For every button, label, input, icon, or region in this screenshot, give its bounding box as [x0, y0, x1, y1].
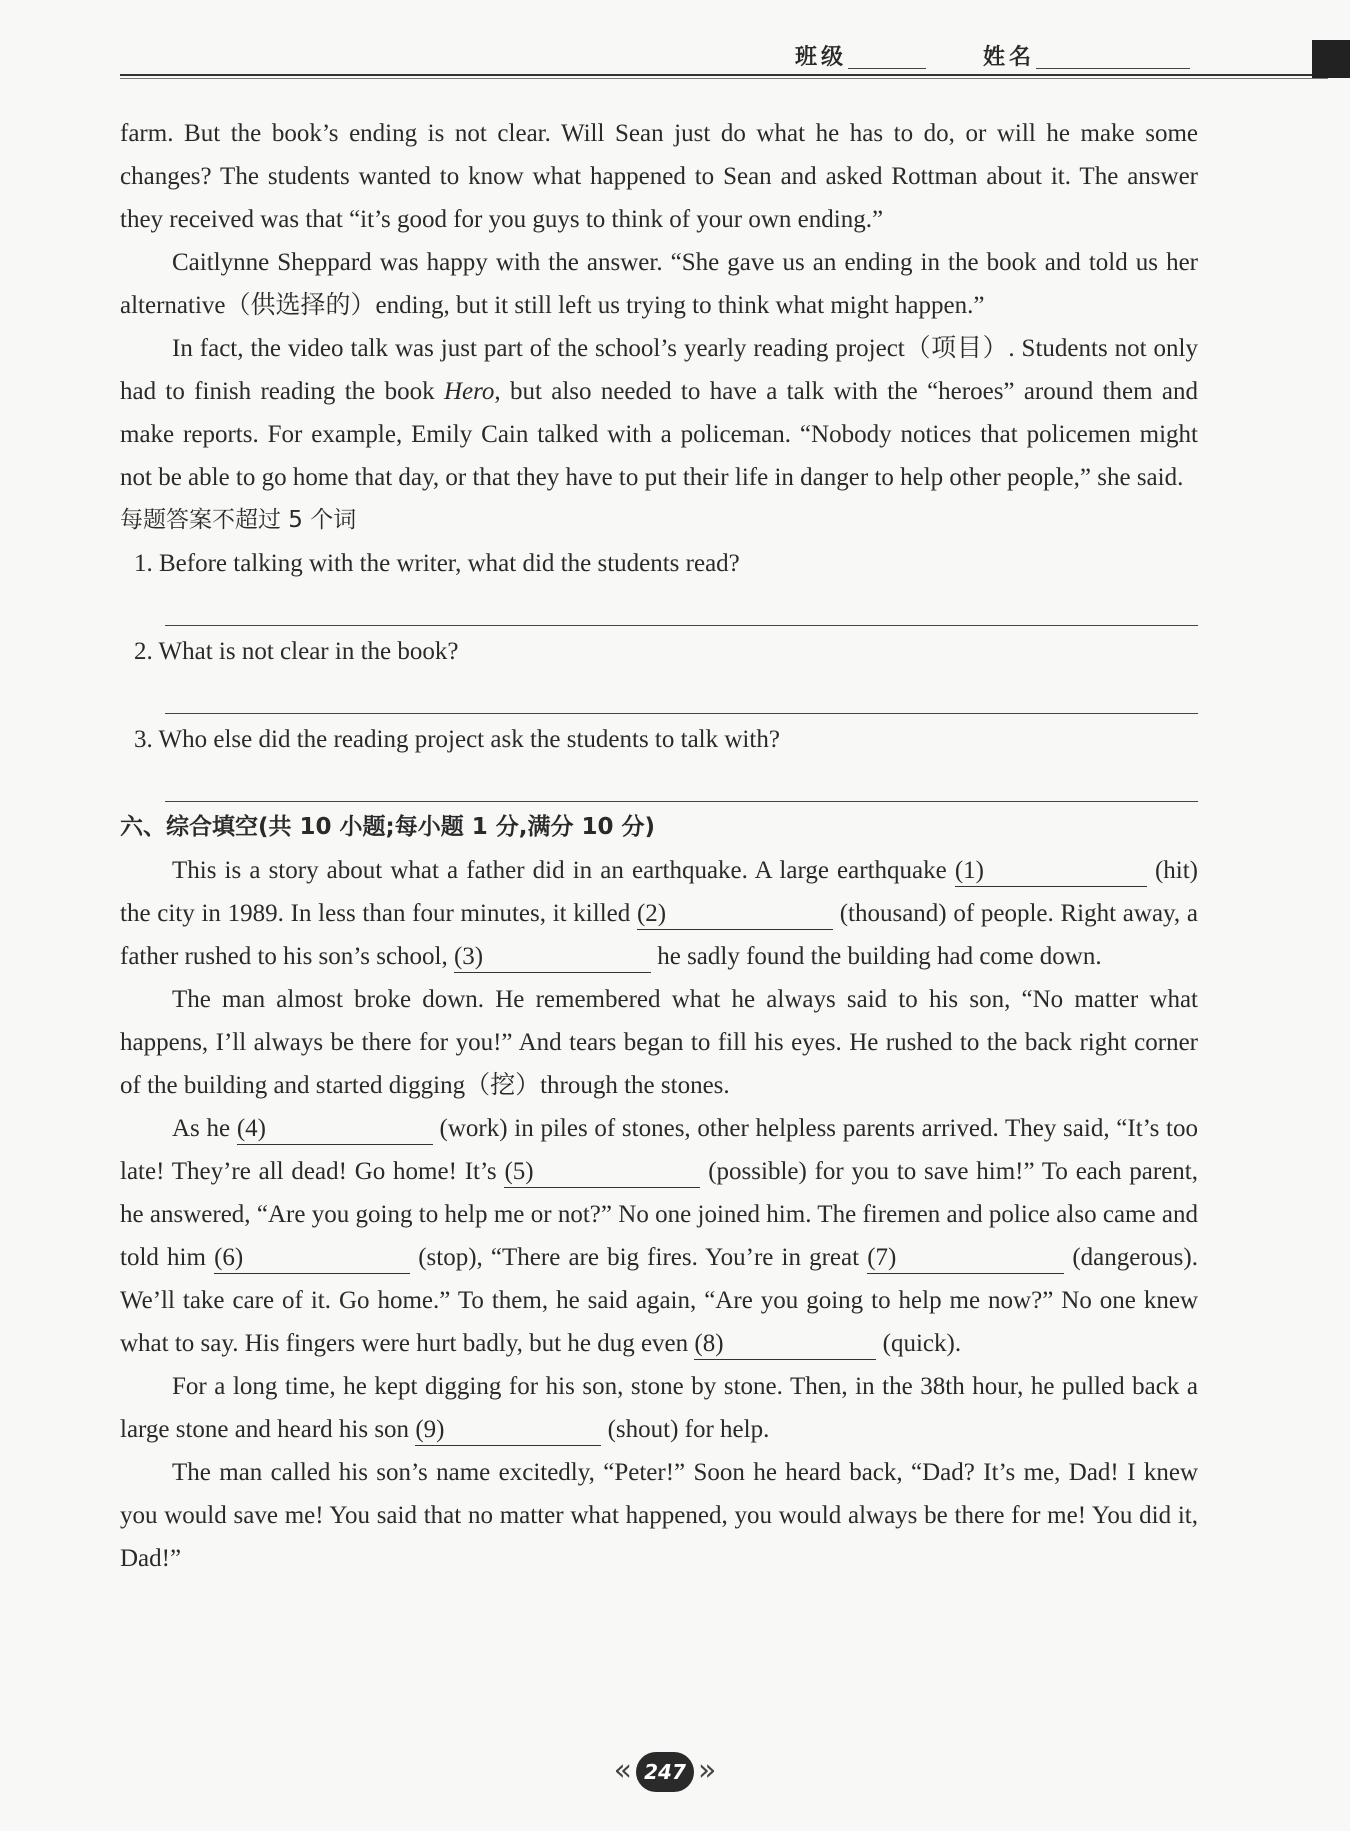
- section-title: 六、综合填空(共 10 小题;每小题 1 分,满分 10 分): [120, 814, 656, 840]
- answer-line-1[interactable]: [165, 603, 1198, 626]
- cloze-paragraph: [120, 849, 1198, 978]
- question-3: 3. Who else did the reading project ask the students to talk with?: [134, 726, 780, 753]
- cloze-paragraph: The man almost broke down. He remembered what he always said to his son, “No matter what happens, I’ll always be there for you!” And tears began to fill his eyes. He rushed to the back right corner of the building and started digging（挖）through the stones.: [120, 986, 1198, 1099]
- class-field-line[interactable]: [848, 68, 926, 69]
- question-1: 1. Before talking with the writer, what did the students read?: [134, 550, 740, 577]
- page-number-badge: 247: [636, 1752, 694, 1792]
- chevron-right-icon: »: [698, 1753, 717, 1788]
- header-rule: [120, 74, 1328, 76]
- cloze-text: (thousand) of people. Right away, a father rushed to his son’s school,: [120, 900, 1198, 970]
- blank-9[interactable]: (9): [415, 1415, 601, 1446]
- main-content: [120, 112, 1198, 1580]
- cloze-text: For a long time, he kept digging for his son, stone by stone. Then, in the 38th hour, he pulled back a large stone and heard his son: [120, 1373, 1198, 1443]
- cloze-text: (dangerous). We’ll take care of it. Go home.” To them, he said again, “Are you going to help me now?” No one knew what to say. His fingers were hurt badly, but he dug even: [120, 1244, 1198, 1357]
- header-corner-block: [1312, 40, 1350, 78]
- cloze-text: (hit) the city in 1989. In less than four minutes, it killed: [120, 857, 1198, 927]
- question-2: 2. What is not clear in the book?: [134, 638, 459, 665]
- header-rule-thin: [120, 78, 1328, 79]
- cloze-text: (stop), “There are big fires. You’re in great: [410, 1244, 868, 1271]
- cloze-text: This is a story about what a father did in an earthquake. A large earthquake: [172, 857, 955, 884]
- passage-text: , but also needed to have a talk with the “heroes” around them and make reports. For example, Emily Cain talked with a policeman. “Nobody notices that policemen might not be able to go home that day, or that they have to put their life in danger to help other people,” she said.: [120, 378, 1198, 491]
- blank-7[interactable]: (7): [867, 1243, 1064, 1274]
- book-title: Hero: [443, 378, 495, 405]
- class-label: 班级: [795, 45, 848, 70]
- answer-instruction: 每题答案不超过 5 个词: [120, 507, 357, 533]
- name-field-line[interactable]: [1036, 68, 1190, 69]
- passage-paragraph: farm. But the book’s ending is not clear. Will Sean just do what he has to do, or will he make some changes? The students wanted to know what happened to Sean and asked Rottman about it. The answer they received was that “it’s good for you guys to think of your own ending.”: [120, 120, 1198, 233]
- blank-1[interactable]: (1): [955, 856, 1147, 887]
- cloze-text: he sadly found the building had come down.: [650, 943, 1102, 970]
- page-number: [610, 1748, 720, 1798]
- cloze-paragraph: [120, 1365, 1198, 1451]
- answer-line-3[interactable]: [165, 779, 1198, 802]
- passage-paragraph: [120, 327, 1198, 499]
- cloze-text: (quick).: [876, 1330, 962, 1357]
- blank-5[interactable]: (5): [504, 1157, 700, 1188]
- blank-6[interactable]: (6): [214, 1243, 410, 1274]
- cloze-text: (shout) for help.: [601, 1416, 770, 1443]
- passage-text: In fact, the video talk was just part of the school’s yearly reading project（项目）. Students not only had to finish reading the book: [120, 335, 1198, 405]
- cloze-paragraph: The man called his son’s name excitedly, “Peter!” Soon he heard back, “Dad? It’s me, Dad! I knew you would save me! You said that no matter what happened, you would always be there for me! You did it, Dad!”: [120, 1459, 1198, 1572]
- passage-paragraph: Caitlynne Sheppard was happy with the answer. “She gave us an ending in the book and told us her alternative（供选择的）ending, but it still left us trying to think what might happen.”: [120, 249, 1198, 319]
- name-label: 姓名: [983, 45, 1036, 70]
- blank-4[interactable]: (4): [237, 1114, 433, 1145]
- blank-3[interactable]: (3): [454, 942, 651, 973]
- cloze-text: (possible) for you to save him!” To each parent, he answered, “Are you going to help me or not?” No one joined him. The firemen and police also came and told him: [120, 1158, 1198, 1271]
- cloze-text: As he: [172, 1115, 237, 1142]
- chevron-left-icon: «: [613, 1753, 632, 1788]
- answer-line-2[interactable]: [165, 691, 1198, 714]
- cloze-paragraph: [120, 1107, 1198, 1365]
- blank-8[interactable]: (8): [694, 1329, 876, 1360]
- blank-2[interactable]: (2): [637, 899, 833, 930]
- cloze-text: (work) in piles of stones, other helpless parents arrived. They said, “It’s too late! They’re all dead! Go home! It’s: [120, 1115, 1198, 1185]
